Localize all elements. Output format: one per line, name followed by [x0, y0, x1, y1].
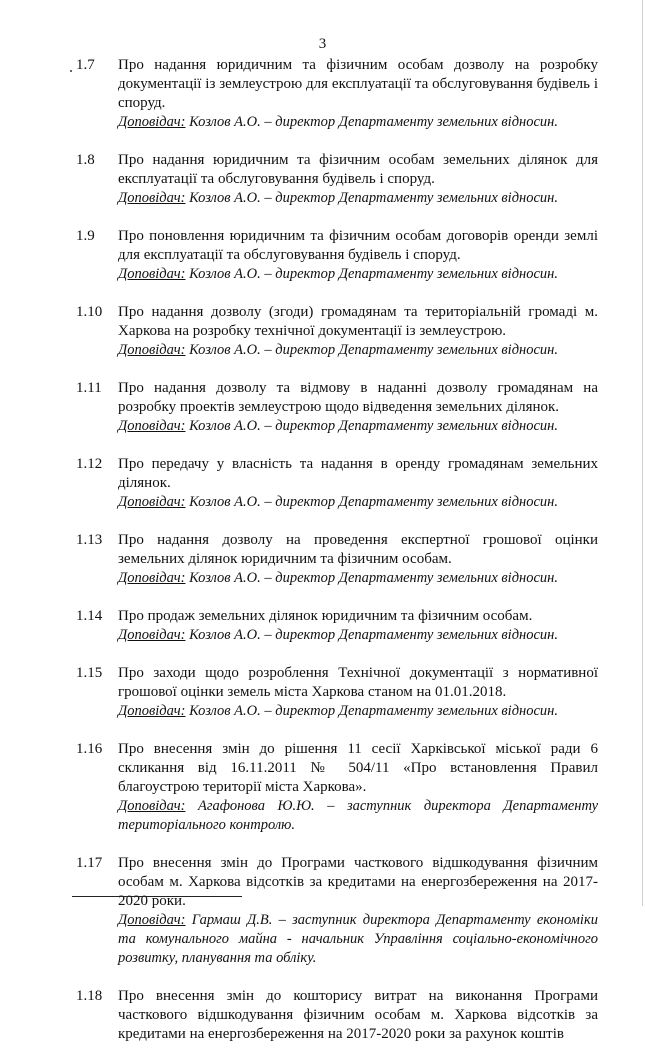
- agenda-list: [76, 56, 598, 1063]
- speaker-text: Козлов А.О. – директор Департаменту земельних відносин.: [185, 570, 558, 586]
- speaker-label: Доповідач:: [118, 703, 186, 719]
- item-speaker: [118, 417, 598, 436]
- item-title: Про продаж земельних ділянок юридичним та фізичним особам.: [118, 608, 533, 624]
- speaker-text: Козлов А.О. – директор Департаменту земельних відносин.: [185, 266, 558, 282]
- agenda-item: [76, 607, 598, 645]
- item-title: Про надання юридичним та фізичним особам земельних ділянок для експлуатації та обслуговування будівель і споруд.: [118, 152, 598, 187]
- item-content: [118, 455, 598, 512]
- speaker-text: Козлов А.О. – директор Департаменту земельних відносин.: [185, 703, 558, 719]
- item-title: Про надання дозволу та відмову в наданні дозволу громадянам на розробку проектів землеустрою щодо відведення земельних ділянок.: [118, 380, 598, 415]
- item-title: Про поновлення юридичним та фізичним особам договорів оренди землі для експлуатації та обслуговування будівель і споруд.: [118, 228, 598, 263]
- speaker-label: Доповідач:: [118, 190, 186, 206]
- scan-speck: [70, 70, 72, 72]
- speaker-label: Доповідач:: [118, 418, 186, 434]
- agenda-item: [76, 151, 598, 208]
- item-speaker: [118, 569, 598, 588]
- item-title: Про внесення змін до кошторису витрат на виконання Програми часткового відшкодування фізичним особам м. Харкова відсотків за кредитами на енергозбереження на 2017-2020 роки за рахунок коштів: [118, 988, 598, 1042]
- speaker-text: Козлов А.О. – директор Департаменту земельних відносин.: [185, 494, 558, 510]
- agenda-item: [76, 227, 598, 284]
- speaker-label: Доповідач:: [118, 798, 186, 814]
- item-number: 1.7: [76, 57, 95, 73]
- item-content: [118, 379, 598, 436]
- page-edge: [642, 0, 643, 906]
- item-speaker: [118, 189, 598, 208]
- speaker-text: Козлов А.О. – директор Департаменту земельних відносин.: [185, 627, 558, 643]
- item-speaker: [118, 113, 598, 132]
- item-title: Про надання юридичним та фізичним особам дозволу на розробку документації із землеустрою для експлуатації та обслуговування будівель і споруд.: [118, 57, 598, 111]
- item-content: [118, 531, 598, 588]
- item-number: 1.8: [76, 152, 95, 168]
- item-number: 1.16: [76, 741, 103, 757]
- item-content: [118, 607, 598, 645]
- agenda-item: [76, 56, 598, 132]
- speaker-label: Доповідач:: [118, 912, 186, 928]
- item-title: Про надання дозволу на проведення експертної грошової оцінки земельних ділянок юридичним та фізичним особам.: [118, 532, 598, 567]
- speaker-text: Козлов А.О. – директор Департаменту земельних відносин.: [185, 342, 558, 358]
- speaker-text: Гармаш Д.В. – заступник директора Департаменту економіки та комунального майна - начальник Управління соціально-економічного розвитку, планування та обліку.: [118, 912, 598, 966]
- item-speaker: [118, 493, 598, 512]
- item-number: 1.11: [76, 380, 102, 396]
- agenda-item: [76, 664, 598, 721]
- item-number: 1.17: [76, 855, 103, 871]
- agenda-item: [76, 740, 598, 835]
- item-content: [118, 664, 598, 721]
- item-speaker: [118, 702, 598, 721]
- item-content: [118, 854, 598, 968]
- item-title: Про заходи щодо розроблення Технічної документації з нормативної грошової оцінки земель міста Харкова станом на 01.01.2018.: [118, 665, 598, 700]
- item-content: [118, 303, 598, 360]
- speaker-label: Доповідач:: [118, 627, 186, 643]
- speaker-label: Доповідач:: [118, 570, 186, 586]
- item-content: [118, 987, 598, 1044]
- item-number: 1.18: [76, 988, 103, 1004]
- footer-rule: [72, 896, 242, 897]
- item-speaker: [118, 797, 598, 835]
- speaker-text: Агафонова Ю.Ю. – заступник директора Департаменту територіального контролю.: [118, 798, 598, 833]
- agenda-item: [76, 854, 598, 968]
- item-content: [118, 227, 598, 284]
- agenda-item: [76, 987, 598, 1044]
- item-number: 1.12: [76, 456, 103, 472]
- speaker-label: Доповідач:: [118, 114, 186, 130]
- item-content: [118, 151, 598, 208]
- agenda-item: [76, 531, 598, 588]
- item-title: Про внесення змін до рішення 11 сесії Харківської міської ради 6 скликання від 16.11.2011 № 504/11 «Про встановлення Правил благоустрою території міста Харкова».: [118, 741, 598, 795]
- agenda-item: [76, 379, 598, 436]
- agenda-item: [76, 455, 598, 512]
- item-title: Про передачу у власність та надання в оренду громадянам земельних ділянок.: [118, 456, 598, 491]
- speaker-label: Доповідач:: [118, 266, 186, 282]
- item-speaker: [118, 626, 598, 645]
- item-speaker: [118, 265, 598, 284]
- item-number: 1.10: [76, 304, 103, 320]
- agenda-item: [76, 303, 598, 360]
- item-number: 1.14: [76, 608, 103, 624]
- page-number: 3: [318, 36, 327, 52]
- item-content: [118, 740, 598, 835]
- item-content: [118, 56, 598, 132]
- speaker-text: Козлов А.О. – директор Департаменту земельних відносин.: [185, 418, 558, 434]
- item-number: 1.9: [76, 228, 95, 244]
- item-speaker: [118, 341, 598, 360]
- item-title: Про надання дозволу (згоди) громадянам та територіальній громаді м. Харкова на розробку технічної документації із землеустрою.: [118, 304, 598, 339]
- item-number: 1.13: [76, 532, 103, 548]
- speaker-label: Доповідач:: [118, 494, 186, 510]
- item-title: Про внесення змін до Програми часткового відшкодування фізичним особам м. Харкова відсотків за кредитами на енергозбереження на 2017-2020 роки.: [118, 855, 598, 909]
- speaker-text: Козлов А.О. – директор Департаменту земельних відносин.: [185, 114, 558, 130]
- item-speaker: [118, 911, 598, 968]
- speaker-text: Козлов А.О. – директор Департаменту земельних відносин.: [185, 190, 558, 206]
- item-number: 1.15: [76, 665, 103, 681]
- speaker-label: Доповідач:: [118, 342, 186, 358]
